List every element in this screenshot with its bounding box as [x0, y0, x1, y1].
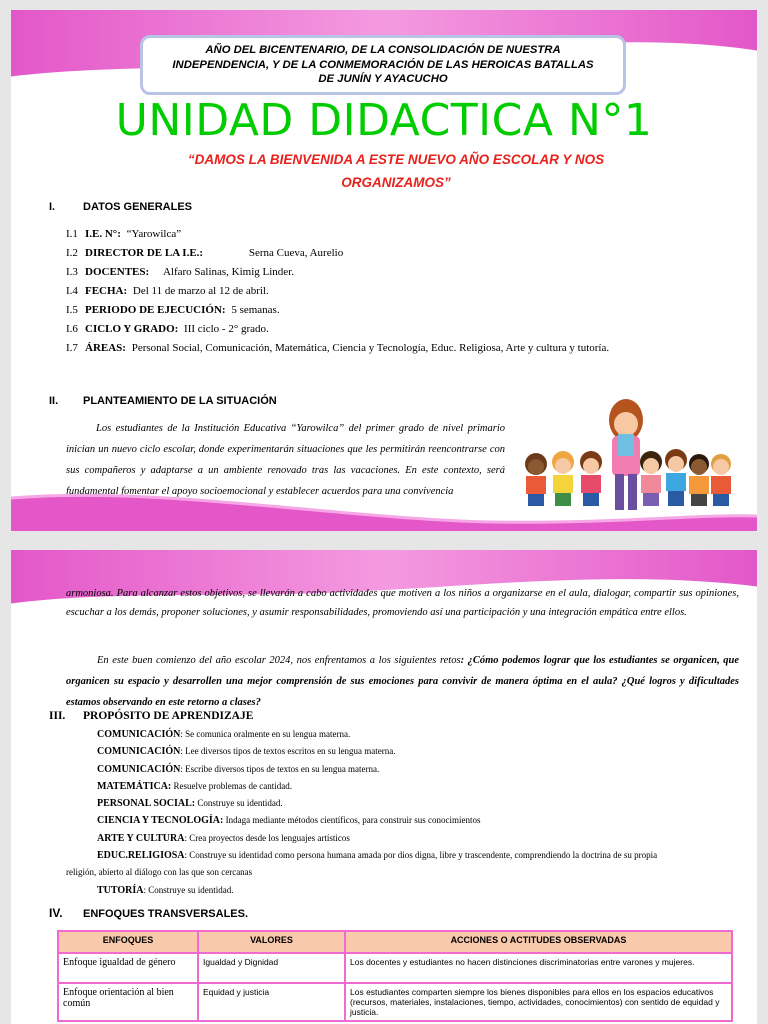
proposito-row: MATEMÁTICA: Resuelve problemas de cantidad. [97, 780, 292, 792]
proposito-row: PERSONAL SOCIAL: Construye su identidad. [97, 798, 283, 810]
subtitle-line-1: “DAMOS LA BIENVENIDA A ESTE NUEVO AÑO ESCOLAR Y NOS [187, 152, 605, 167]
proposito-row: COMUNICACIÓN: Escribe diversos tipos de textos en su lengua materna. [97, 763, 380, 775]
proposito-row: TUTORÍA: Construye su identidad. [97, 884, 234, 896]
document-page-2 [11, 550, 757, 1024]
propositos-list [66, 726, 739, 899]
section-number: III. [49, 710, 66, 722]
banner-line-1: AÑO DEL BICENTENARIO, DE LA CONSOLIDACIÓN DE NUESTRA [205, 44, 561, 56]
table-header-cell: VALORES [198, 931, 345, 953]
situacion-continuation: armoniosa. Para alcanzar estos objetivos, se llevarán a cabo actividades que motiven a los niños a organizarse en el aula, dialogar, compartir sus opiniones, escuchar a los demás, proponer soluciones, y asumir responsabilidades, promoviendo así una participación y una integración empática entre ellos. [66, 588, 739, 618]
dato-row: I.4 FECHA: Del 11 de marzo al 12 de abril. [66, 285, 269, 297]
section-number: IV. [49, 906, 63, 920]
unit-subtitle [131, 148, 661, 194]
table-cell: Los docentes y estudiantes no hacen distinciones discriminatorias entre varones y mujeres. [345, 953, 732, 983]
dato-row: I.1 I.E. N°: “Yarowilca” [66, 228, 182, 240]
dato-row: I.2 DIRECTOR DE LA I.E.: Serna Cueva, Aurelio [66, 247, 344, 259]
page-title: UNIDAD DIDACTICA N°1 [115, 95, 653, 146]
dato-row: I.3 DOCENTES: Alfaro Salinas, Kimig Linder. [66, 266, 294, 278]
situacion-paragraph: Los estudiantes de la Institución Educativa “Yarowilca” del primer grado de nivel primario inician un nuevo ciclo escolar, donde experimentarán situaciones que les permitirán reencontrarse con sus compañeros y adaptarse a un ambiente renovado tras las vacaciones. En este contexto, será fundamental fomentar el apoyo socioemocional y establecer acuerdos para una convivencia [66, 423, 505, 497]
banner-line-2: INDEPENDENCIA, Y DE LA CONMEMORACIÓN DE LAS HEROICAS BATALLAS [172, 58, 594, 71]
section-number: II. [49, 395, 59, 407]
table-cell: Equidad y justicia [198, 983, 345, 1021]
datos-generales-list [66, 225, 609, 358]
footer-pink-wave [11, 476, 757, 531]
proposito-row: CIENCIA Y TECNOLOGÍA: Indaga mediante métodos científicos, para construir sus conocimientos [97, 815, 481, 827]
table-header-cell: ENFOQUES [58, 931, 198, 953]
section-number: I. [49, 201, 56, 213]
section-title: PROPÓSITO DE APRENDIZAJE [83, 710, 254, 722]
table-cell: Igualdad y Dignidad [198, 953, 345, 983]
proposito-row: religión, abierto al diálogo con las que son cercanas [66, 867, 253, 878]
retos-intro: En este buen comienzo del año escolar 2024, nos enfrentamos a los siguientes retos [97, 655, 461, 666]
section-title: DATOS GENERALES [83, 201, 192, 213]
proposito-row: ARTE Y CULTURA: Crea proyectos desde los lenguajes artísticos [97, 832, 350, 844]
section-title: ENFOQUES TRANSVERSALES. [83, 908, 249, 920]
enfoques-table [57, 930, 733, 1022]
retos-questions: : ¿Cómo podemos lograr que los estudiantes se organicen, que organicen su espacio y desarrollen una mejor comprensión de sus emociones para convivir de manera óptima en el aula? ¿Qué logros y dificultades estamos observando en este retorno a clases? [66, 655, 739, 708]
banner-line-3: DE JUNÍN Y AYACUCHO [318, 73, 448, 85]
dato-row: I.5 PERIODO DE EJECUCIÓN: 5 semanas. [66, 304, 280, 316]
dato-row: I.7 ÁREAS: Personal Social, Comunicación, Matemática, Ciencia y Tecnología, Educ. Religiosa, Arte y cultura y tutoría. [66, 342, 610, 354]
table-row [58, 953, 732, 983]
document-page-1 [11, 10, 757, 531]
table-row [58, 983, 732, 1021]
dato-row: I.6 CICLO Y GRADO: III ciclo - 2° grado. [66, 323, 269, 335]
subtitle-line-2: ORGANIZAMOS” [341, 175, 451, 190]
bicentenario-banner [140, 35, 626, 95]
proposito-row: COMUNICACIÓN: Lee diversos tipos de textos escritos en su lengua materna. [97, 746, 396, 758]
table-header-row [58, 931, 732, 953]
table-cell: Enfoque orientación al bien común [58, 983, 198, 1021]
retos-paragraph [66, 650, 739, 713]
table-header-cell: ACCIONES O ACTITUDES OBSERVADAS [345, 931, 732, 953]
section-title: PLANTEAMIENTO DE LA SITUACIÓN [83, 395, 277, 407]
table-cell: Enfoque igualdad de género [58, 953, 198, 983]
proposito-row: COMUNICACIÓN: Se comunica oralmente en su lengua materna. [97, 729, 351, 740]
table-cell: Los estudiantes comparten siempre los bienes disponibles para ellos en los espacios educativos (recursos, materiales, instalaciones, tiempo, actividades, conocimientos) con sentido de equidad y justicia. [345, 983, 732, 1021]
proposito-row: EDUC.RELIGIOSA: Construye su identidad como persona humana amada por dios digna, libre y trascendente, comprendiendo la doctrina de su propia [97, 850, 658, 862]
